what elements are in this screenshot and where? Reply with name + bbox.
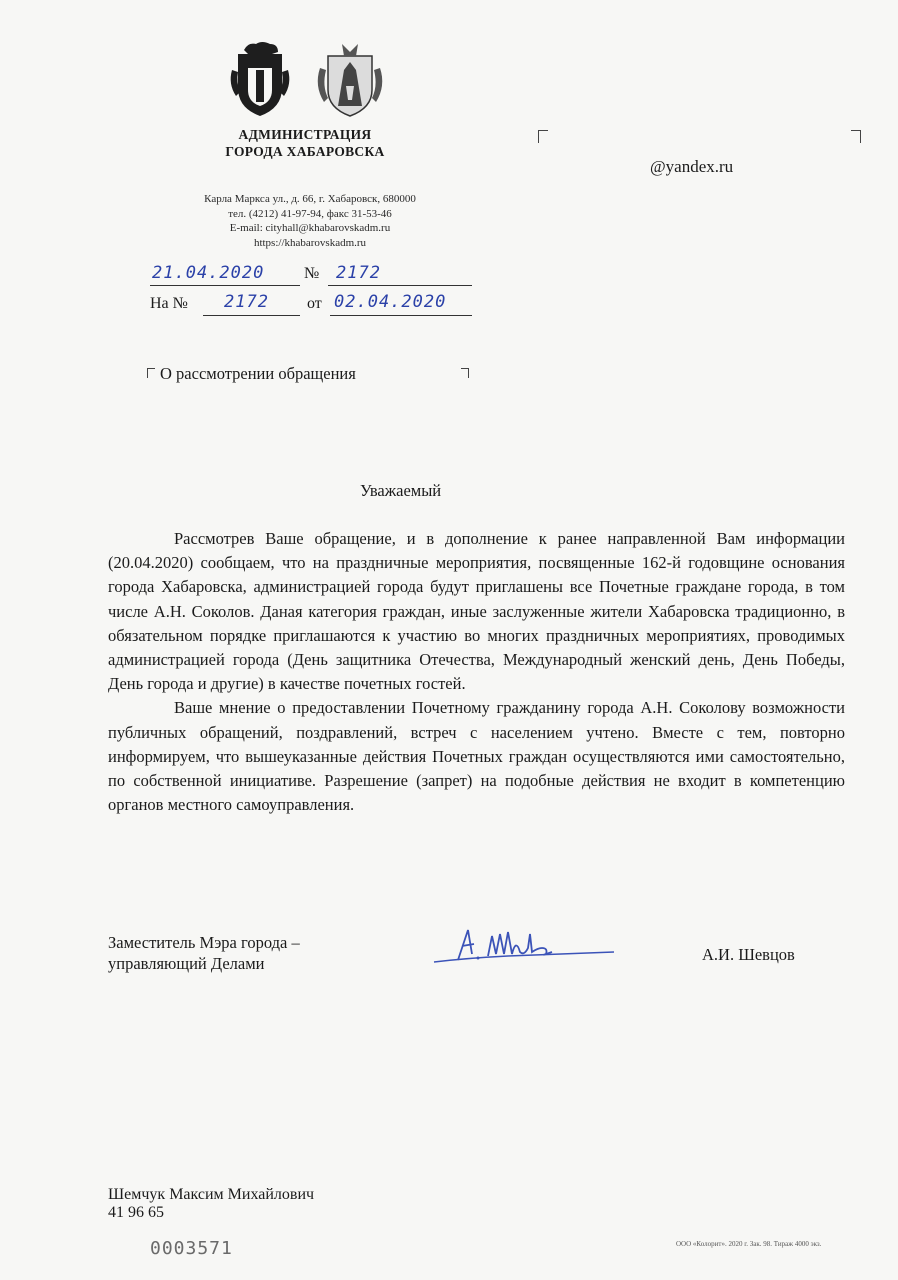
signature-icon [428, 918, 618, 968]
body-paragraph: Рассмотрев Ваше обращение, и в дополнение к ранее направленной Вам информации (20.04.2020) сообщаем, что на праздничные мероприятия, посвященные 162-й годовщине основания города Хабаровска, администрацией города будут приглашены все Почетные граждане города, в том числе А.Н. Соколов. Даная категория граждан, иные заслуженные жители Хабаровска традиционно, в обязательном порядке приглашаются к участию во многих праздничных мероприятиях, проводимых администрацией города (День защитника Отечества, Международный женский день, День Победы, День города и другие) в качестве почетных гостей. [108, 529, 845, 694]
salutation: Уважаемый [360, 481, 442, 500]
blank-serial-number: 0003571 [150, 1238, 233, 1259]
organization-name [200, 126, 410, 160]
number-label: № [304, 265, 320, 282]
email: E-mail: cityhall@khabarovskadm.ru [229, 222, 391, 234]
recipient-corner-right [851, 130, 861, 143]
signer-title [108, 932, 300, 974]
recipient-email: @yandex.ru [650, 157, 734, 176]
executor-name: Шемчук Максим Михайлович [108, 1186, 315, 1203]
ref-number: 2172 [224, 292, 269, 312]
org-name-line1: АДМИНИСТРАЦИЯ [238, 127, 372, 142]
ref-label: На № [150, 295, 188, 312]
signer-title-line1: Заместитель Мэра города – [108, 933, 300, 952]
executor-phone: 41 96 65 [108, 1204, 164, 1221]
handwritten-signature [428, 918, 618, 973]
coat-of-arms-icon [226, 40, 386, 120]
letter-number: 2172 [336, 263, 381, 283]
subject: О рассмотрении обращения [160, 364, 356, 383]
contact-block [160, 192, 460, 250]
ref-from-label: от [307, 295, 322, 312]
org-name-line2: ГОРОДА ХАБАРОВСКА [225, 144, 385, 159]
subject-corner-left [147, 368, 155, 378]
letter-date: 21.04.2020 [152, 263, 265, 283]
website: https://khabarovskadm.ru [253, 236, 367, 249]
letter-body [108, 527, 845, 817]
address: Карла Маркса ул., д. 66, г. Хабаровск, 680000 [204, 193, 416, 205]
signer-title-line2: управляющий Делами [108, 954, 265, 973]
subject-corner-right [461, 368, 469, 378]
phone-fax: тел. (4212) 41-97-94, факс 31-53-46 [228, 207, 392, 220]
ref-date: 02.04.2020 [334, 292, 447, 312]
printer-note: ООО «Колорит». 2020 г. Зак. 98. Тираж 4000 экз. [676, 1240, 822, 1248]
recipient-corner-left [538, 130, 548, 143]
body-paragraph: Ваше мнение о предоставлении Почетному гражданину города А.Н. Соколову возможности публичных обращений, поздравлений, встреч с населением учтено. Вместе с тем, повторно информируем, что вышеуказанные действия Почетных граждан осуществляются ими самостоятельно, по собственной инициативе. Разрешение (запрет) на подобные действия не входит в компетенцию органов местного самоуправления. [108, 698, 845, 815]
executor-block [108, 1186, 314, 1222]
signer-name: А.И. Шевцов [702, 945, 795, 964]
emblems [226, 40, 386, 120]
